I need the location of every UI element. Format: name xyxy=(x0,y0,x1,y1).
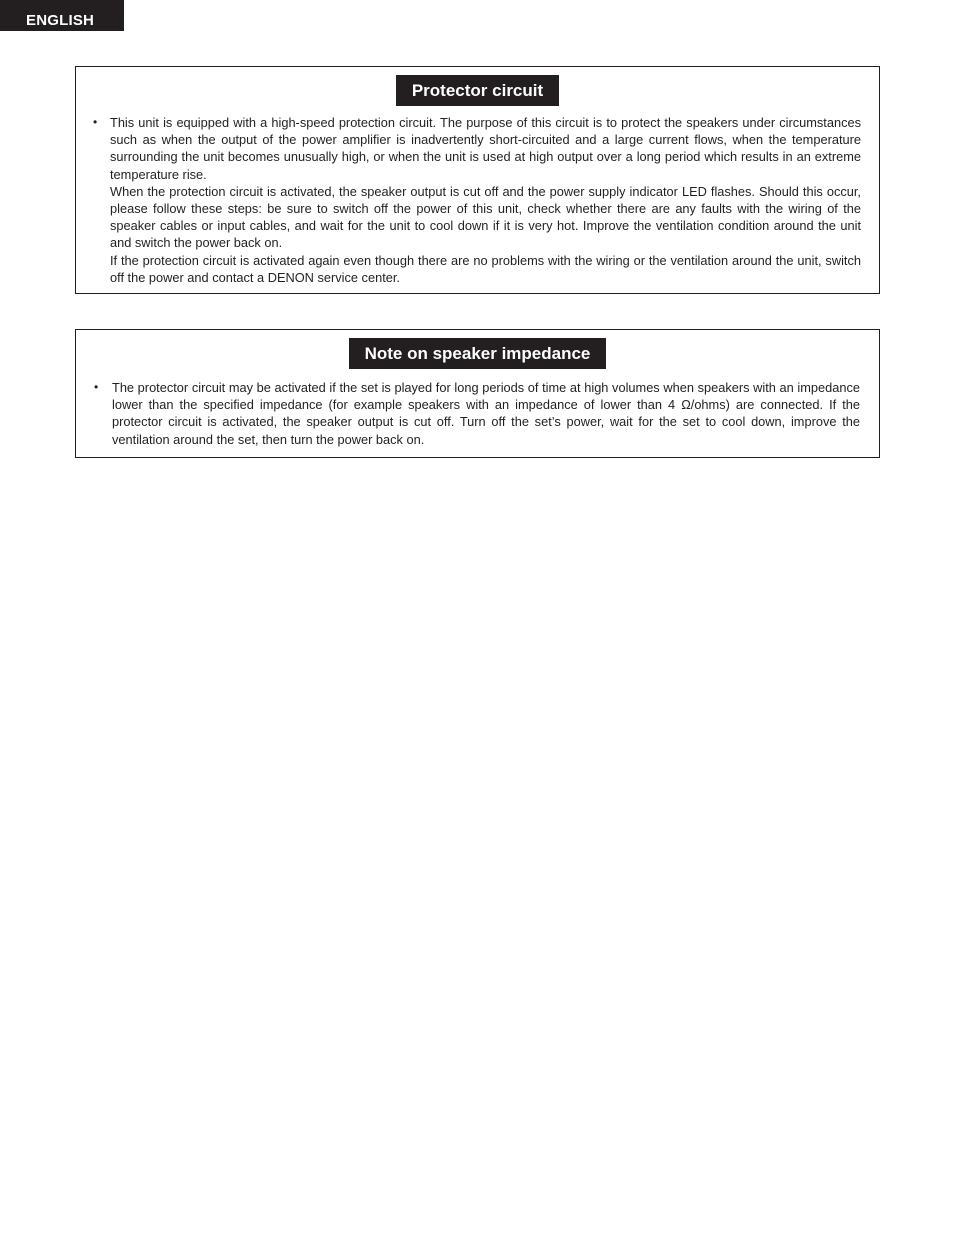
protector-bullet-item xyxy=(93,114,861,286)
protector-heading-wrap xyxy=(76,75,879,106)
impedance-bullet-item xyxy=(94,379,860,448)
protector-circuit-section xyxy=(75,66,880,294)
protector-paragraph-3: If the protection circuit is activated again even though there are no problems with the wiring or the ventilation around the unit, switch off the power and contact a DENON service center. xyxy=(110,252,861,285)
protector-paragraph-1: This unit is equipped with a high-speed protection circuit. The purpose of this circuit is to protect the speakers under circumstances such as when the output of the power amplifier is inadvertently short-circuited and a large current flows, when the temperature surrounding the unit becomes unusually high, or when the unit is used at high output over a long period which results in an extreme temperature rise. xyxy=(110,115,861,182)
bullet-icon: • xyxy=(93,115,98,129)
protector-circuit-title: Protector circuit xyxy=(396,75,559,106)
bullet-icon: • xyxy=(94,380,99,394)
speaker-impedance-section xyxy=(75,329,880,458)
protector-bullet-list xyxy=(76,114,879,286)
protector-paragraph-2: When the protection circuit is activated, the speaker output is cut off and the power supply indicator LED flashes. Should this occur, please follow these steps: be sure to switch off the power of this unit, check whether there are any faults with the wiring of the speaker cables or input cables, and wait for the unit to cool down if it is very hot. Improve the ventilation condition around the unit and switch the power back on. xyxy=(110,183,861,251)
language-tab: ENGLISH xyxy=(0,0,124,31)
impedance-bullet-list xyxy=(76,379,879,448)
speaker-impedance-title: Note on speaker impedance xyxy=(349,338,607,369)
impedance-paragraph-1: The protector circuit may be activated if the set is played for long periods of time at high volumes when speakers with an impedance lower than the specified impedance (for example speakers with an impedance of lower than 4 Ω/ohms) are connected. If the protector circuit is activated, the speaker output is cut off. Turn off the set’s power, wait for the set to cool down, improve the ventilation around the set, then turn the power back on. xyxy=(112,380,860,447)
impedance-heading-wrap xyxy=(76,338,879,369)
